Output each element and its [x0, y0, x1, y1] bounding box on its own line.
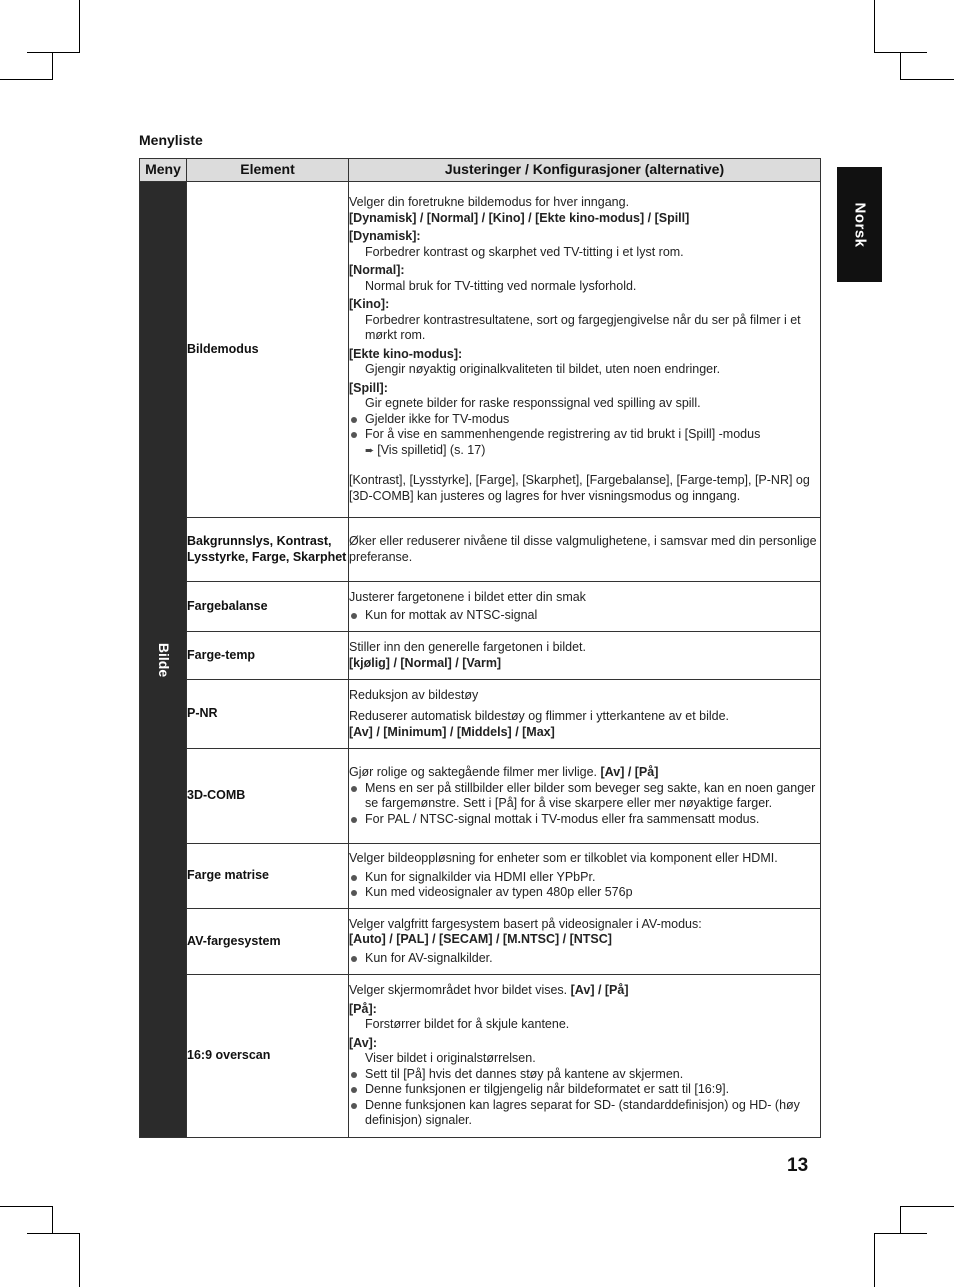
element-name: Farge matrise [187, 844, 349, 909]
table-row [140, 582, 821, 632]
element-description: Gjør rolige og saktegående filmer mer livlige. [Av] / [På] Mens en ser på stillbilder eller bilder som beveger seg sakte, kan en noen ganger se fargemønstre. Sett i [På] for å vise skarpere eller mer nøyaktige farger. For PAL / NTSC-signal mottak i TV-modus eller fra sammensatt modus. [349, 749, 821, 844]
bullet-item: Kun med videosignaler av typen 480p eller 576p [349, 885, 820, 901]
bullet-item: Kun for signalkilder via HDMI eller YPbPr. [349, 870, 820, 886]
element-name: Bildemodus [187, 182, 349, 518]
bullet-item: Denne funksjonen kan lagres separat for SD- (standarddefinisjon) og HD- (høy definisjon) signaler. [349, 1098, 820, 1129]
crop-mark [27, 1233, 80, 1234]
table-row [140, 182, 821, 518]
menu-table [139, 158, 821, 1138]
element-name: AV-fargesystem [187, 909, 349, 975]
element-description: Øker eller reduserer nivåene til disse valgmulighetene, i samsvar med din personlige preferanse. [349, 518, 821, 582]
crop-mark [52, 52, 53, 80]
table-row [140, 909, 821, 975]
table-row [140, 680, 821, 749]
element-description: Velger din foretrukne bildemodus for hver inngang. [Dynamisk] / [Normal] / [Kino] / [Ekte kino-modus] / [Spill] [Dynamisk]: Forbedrer kontrast og skarphet ved TV-titting i et lyst rom. [Normal]: Normal bruk for TV-titting ved normale lysforhold. [Kino]: Forbedrer kontrastresultatene, sort og fargegjengivelse når du ser på filmer i et mørkt rom. [Ekte kino-modus]: Gjengir nøyaktig originalkvaliteten til bildet, uten noen endringer. [Spill]: Gir egnete bilder for raske responssignal ved spilling av spill. Gjelder ikke for TV-modus For å vise en sammenhengende registrering av tid brukt i [Spill] -modus ➨ [Vis spilletid] (s. 17) [Kontrast], [Lysstyrke], [Farge], [Skarphet], [Fargebalanse], [Farge-temp], [P-NR] og [3D-COMB] kan justeres og lagres for hver visningsmodus og inngang. [349, 182, 821, 518]
element-description: Velger bildeoppløsning for enheter som er tilkoblet via komponent eller HDMI. Kun for signalkilder via HDMI eller YPbPr. Kun med videosignaler av typen 480p eller 576p [349, 844, 821, 909]
bullet-item: Mens en ser på stillbilder eller bilder som beveger seg sakte, kan en noen ganger se fargemønstre. Sett i [På] for å vise skarpere eller mer nøyaktige farger. [349, 781, 820, 812]
table-header-row [140, 159, 821, 182]
crop-mark [874, 1233, 875, 1287]
element-description: Reduksjon av bildestøy Reduserer automatisk bildestøy og flimmer i ytterkantene av et bilde. [Av] / [Minimum] / [Middels] / [Max] [349, 680, 821, 749]
bullet-item: For å vise en sammenhengende registrering av tid brukt i [Spill] -modus [349, 427, 820, 443]
bullet-item: Kun for mottak av NTSC-signal [349, 608, 820, 624]
crop-mark [0, 79, 52, 80]
table-row [140, 844, 821, 909]
crop-mark [900, 52, 901, 80]
crop-mark [0, 1206, 52, 1207]
header-element: Element [187, 159, 349, 182]
crop-mark [900, 1206, 901, 1234]
menu-category-label: Bilde [155, 642, 172, 677]
element-name: 16:9 overscan [187, 975, 349, 1138]
crop-mark [874, 1233, 927, 1234]
element-description: Justerer fargetonene i bildet etter din smak Kun for mottak av NTSC-signal [349, 582, 821, 632]
element-name: P-NR [187, 680, 349, 749]
menu-category-cell [140, 182, 187, 1138]
crop-mark [79, 1233, 80, 1287]
element-name: Farge-temp [187, 632, 349, 680]
element-description: Velger valgfritt fargesystem basert på videosignaler i AV-modus: [Auto] / [PAL] / [SECAM] / [M.NTSC] / [NTSC] Kun for AV-signalkilder. [349, 909, 821, 975]
crop-mark [874, 0, 875, 52]
language-tab [837, 167, 882, 282]
language-tab-label: Norsk [851, 201, 868, 248]
table-row [140, 749, 821, 844]
crop-mark [79, 0, 80, 52]
crop-mark [900, 79, 954, 80]
crop-mark [27, 52, 80, 53]
element-name: 3D-COMB [187, 749, 349, 844]
bullet-item: Sett til [På] hvis det dannes støy på kantene av skjermen. [349, 1067, 820, 1083]
table-row [140, 632, 821, 680]
header-adjustments: Justeringer / Konfigurasjoner (alternative) [349, 159, 821, 182]
table-row [140, 518, 821, 582]
bullet-item: Denne funksjonen er tilgjengelig når bildeformatet er satt til [16:9]. [349, 1082, 820, 1098]
bullet-item: For PAL / NTSC-signal mottak i TV-modus eller fra sammensatt modus. [349, 812, 820, 828]
bullet-item: Gjelder ikke for TV-modus [349, 412, 820, 428]
arrow-right-icon: ➨ [365, 444, 375, 457]
element-name: Fargebalanse [187, 582, 349, 632]
page-number: 13 [787, 1155, 809, 1176]
section-title: Menyliste [139, 132, 203, 148]
element-description: Stiller inn den generelle fargetonen i bildet. [kjølig] / [Normal] / [Varm] [349, 632, 821, 680]
bullet-item: Kun for AV-signalkilder. [349, 951, 820, 967]
element-description: Velger skjermområdet hvor bildet vises. [Av] / [På] [På]: Forstørrer bildet for å skjule kantene. [Av]: Viser bildet i originalstørrelsen. Sett til [På] hvis det dannes støy på kantene av skjermen. Denne funksjonen er tilgjengelig når bildeformatet er satt til [16:9]. Denne funksjonen kan lagres separat for SD- (standarddefinisjon) og HD- (høy definisjon) signaler. [349, 975, 821, 1138]
header-menu: Meny [140, 159, 187, 182]
element-name: Bakgrunnslys, Kontrast, Lysstyrke, Farge, Skarphet [187, 518, 349, 582]
table-row [140, 975, 821, 1138]
crop-mark [900, 1206, 954, 1207]
crop-mark [52, 1206, 53, 1234]
